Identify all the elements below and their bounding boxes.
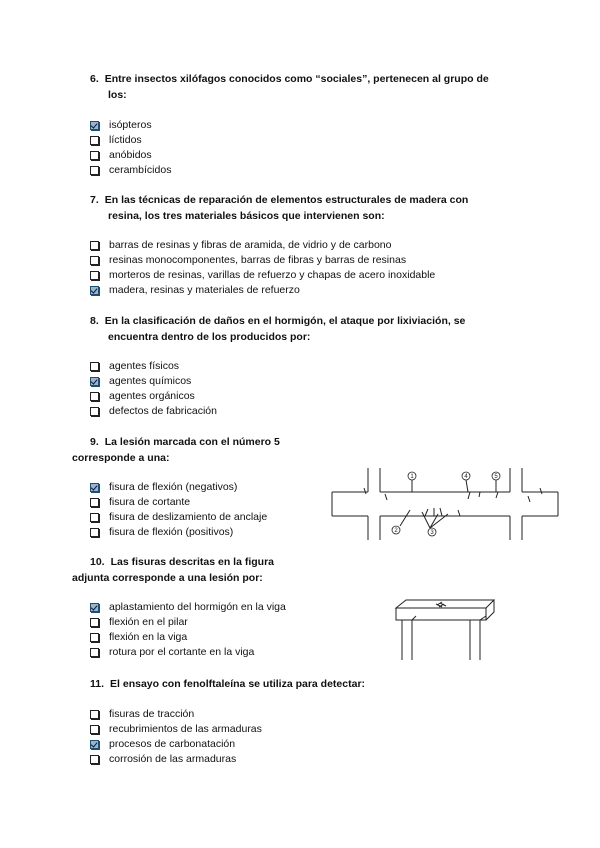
option[interactable] <box>90 359 217 374</box>
checkbox-checked-icon[interactable] <box>90 121 99 130</box>
question-text: encuentra dentro de los producidos por: <box>108 331 311 343</box>
question-text: El ensayo con fenolftaleína se utiliza para detectar: <box>110 678 366 690</box>
checkbox-icon[interactable] <box>90 498 99 507</box>
question-number: 6. <box>90 73 99 85</box>
checkbox-icon[interactable] <box>90 528 99 537</box>
checkbox-icon[interactable] <box>90 513 99 522</box>
right-column <box>510 468 522 540</box>
option[interactable] <box>90 510 267 525</box>
option[interactable] <box>90 752 262 767</box>
question-text: corresponde a una: <box>72 452 170 464</box>
question-11-options <box>90 707 262 767</box>
question-10-title <box>72 554 274 586</box>
option-label: agentes físicos <box>109 360 180 372</box>
frame-crack-diagram <box>330 466 560 546</box>
question-text: En las técnicas de reparación de elementos estructurales de madera con <box>104 194 469 206</box>
option[interactable] <box>90 645 286 660</box>
right-pillar <box>470 616 486 660</box>
figure-label: 4 <box>464 474 468 480</box>
checkbox-checked-icon[interactable] <box>90 740 99 749</box>
option-label: agentes orgánicos <box>109 390 195 402</box>
question-number: 7. <box>90 194 99 206</box>
option[interactable] <box>90 404 217 419</box>
checkbox-checked-icon[interactable] <box>90 603 99 612</box>
option[interactable] <box>90 630 286 645</box>
option-label: corrosión de las armaduras <box>109 753 237 765</box>
option[interactable] <box>90 525 267 540</box>
option[interactable] <box>90 163 171 178</box>
option[interactable] <box>90 253 435 268</box>
option[interactable] <box>90 268 435 283</box>
question-text: Entre insectos xilófagos conocidos como “sociales”, pertenecen al grupo de <box>104 73 489 85</box>
checkbox-icon[interactable] <box>90 755 99 764</box>
option-label: flexión en el pilar <box>109 616 188 628</box>
checkbox-icon[interactable] <box>90 407 99 416</box>
checkbox-icon[interactable] <box>90 166 99 175</box>
option-label: madera, resinas y materiales de refuerzo <box>109 284 300 296</box>
option[interactable] <box>90 722 262 737</box>
checkbox-icon[interactable] <box>90 392 99 401</box>
checkbox-icon[interactable] <box>90 256 99 265</box>
option-label: resinas monocomponentes, barras de fibras y barras de resinas <box>109 254 407 266</box>
question-text: resina, los tres materiales básicos que intervienen son: <box>108 210 385 222</box>
checkbox-checked-icon[interactable] <box>90 377 99 386</box>
option[interactable] <box>90 389 217 404</box>
option-label: aplastamiento del hormigón en la viga <box>109 601 286 613</box>
option[interactable] <box>90 600 286 615</box>
option[interactable] <box>90 615 286 630</box>
checkbox-icon[interactable] <box>90 271 99 280</box>
option-label: defectos de fabricación <box>109 405 217 417</box>
portal-frame-diagram <box>392 598 498 662</box>
checkbox-checked-icon[interactable] <box>90 483 99 492</box>
beam <box>332 492 558 516</box>
option-label: cerambícidos <box>109 164 172 176</box>
checkbox-icon[interactable] <box>90 136 99 145</box>
option[interactable] <box>90 148 171 163</box>
question-text: adjunta corresponde a una lesión por: <box>72 572 263 584</box>
option-label: fisura de deslizamiento de anclaje <box>109 511 268 523</box>
checkbox-icon[interactable] <box>90 725 99 734</box>
option-label: fisura de cortante <box>109 496 191 508</box>
checkbox-icon[interactable] <box>90 633 99 642</box>
question-number: 11. <box>90 678 105 690</box>
option-label: anóbidos <box>109 149 152 161</box>
question-text: los: <box>108 89 127 101</box>
option-label: agentes químicos <box>109 375 192 387</box>
checkbox-icon[interactable] <box>90 241 99 250</box>
question-8-title <box>90 313 465 345</box>
question-6-options <box>90 118 171 178</box>
option-label: fisuras de tracción <box>109 708 195 720</box>
option[interactable] <box>90 374 217 389</box>
option[interactable] <box>90 118 171 133</box>
question-text: Las fisuras descritas en la figura <box>110 556 275 568</box>
option[interactable] <box>90 283 435 298</box>
left-pillar <box>402 616 416 660</box>
option-label: fisura de flexión (positivos) <box>109 526 234 538</box>
option-label: procesos de carbonatación <box>109 738 236 750</box>
left-column <box>368 468 380 540</box>
option[interactable] <box>90 133 171 148</box>
question-number: 8. <box>90 315 99 327</box>
option-label: líctidos <box>109 134 142 146</box>
option[interactable] <box>90 737 262 752</box>
option-label: rotura por el cortante en la viga <box>109 646 255 658</box>
option[interactable] <box>90 238 435 253</box>
question-text: En la clasificación de daños en el hormigón, el ataque por lixiviación, se <box>104 315 466 327</box>
figure-label: 1 <box>410 474 414 480</box>
checkbox-icon[interactable] <box>90 618 99 627</box>
checkbox-icon[interactable] <box>90 362 99 371</box>
option-label: flexión en la viga <box>109 631 188 643</box>
question-6-title <box>90 71 489 103</box>
question-number: 9. <box>90 436 99 448</box>
checkbox-icon[interactable] <box>90 151 99 160</box>
option-label: fisura de flexión (negativos) <box>109 481 238 493</box>
question-11-title <box>90 676 365 692</box>
crushing-marks <box>436 602 446 607</box>
question-text: La lesión marcada con el número 5 <box>104 436 280 448</box>
checkbox-icon[interactable] <box>90 648 99 657</box>
leader-lines <box>400 480 496 528</box>
frame-outline <box>396 600 494 620</box>
option[interactable] <box>90 495 267 510</box>
question-10-options <box>90 600 286 660</box>
figure-label: 5 <box>494 474 498 480</box>
option-label: recubrimientos de las armaduras <box>109 723 262 735</box>
question-7-title <box>90 192 468 224</box>
question-8-options <box>90 359 217 419</box>
figure-label: 3 <box>430 530 434 536</box>
option[interactable] <box>90 480 267 495</box>
question-7-options <box>90 238 435 298</box>
option-label: barras de resinas y fibras de aramida, de vidrio y de carbono <box>109 239 392 251</box>
question-number: 10. <box>90 556 105 568</box>
question-9-options <box>90 480 267 540</box>
checkbox-checked-icon[interactable] <box>90 286 99 295</box>
checkbox-icon[interactable] <box>90 710 99 719</box>
option[interactable] <box>90 707 262 722</box>
question-9-title <box>72 434 280 466</box>
figure-label: 2 <box>394 528 398 534</box>
option-label: isópteros <box>109 119 152 131</box>
option-label: morteros de resinas, varillas de refuerzo y chapas de acero inoxidable <box>109 269 436 281</box>
